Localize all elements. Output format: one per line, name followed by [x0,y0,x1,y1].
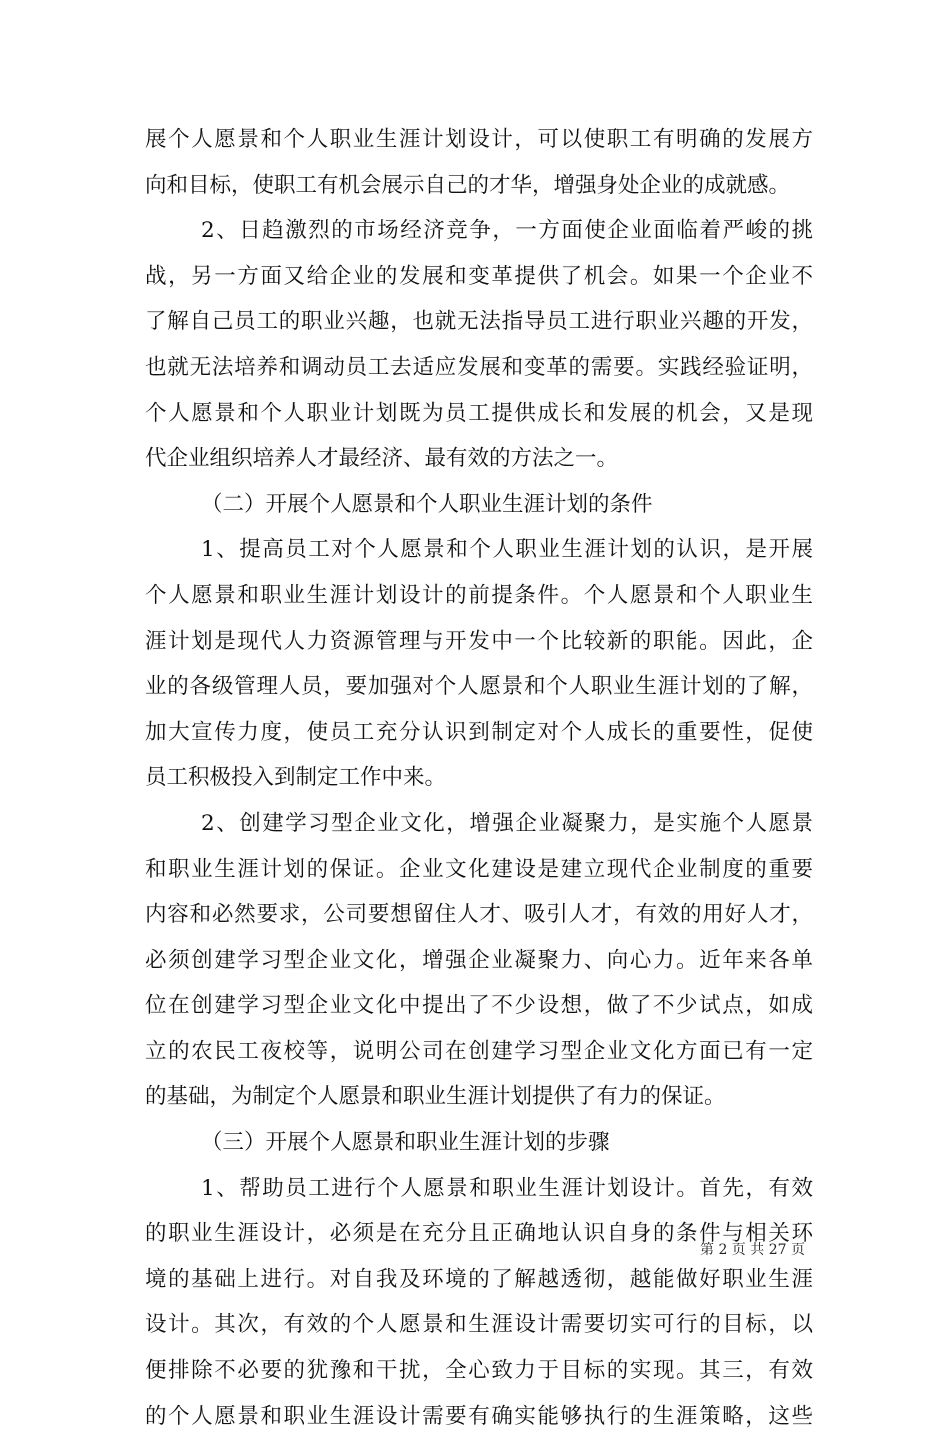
text-line: 立的农民工夜校等，说明公司在创建学习型企业文化方面已有一定 [145,1038,813,1064]
text-line: 向和目标，使职工有机会展示自己的才华，增强身处企业的成就感。 [145,172,791,198]
text-line: 展个人愿景和个人职业生涯计划设计，可以使职工有明确的发展方 [145,127,813,152]
text-line: 的个人愿景和职业生涯设计需要有确实能够执行的生涯策略，这些 [145,1403,813,1429]
text-line: 也就无法培养和调动员工去适应发展和变革的需要。实践经验证明， [145,354,813,380]
text-line: 个人愿景和职业生涯计划设计的前提条件。个人愿景和个人职业生 [145,582,813,608]
text-line: 代企业组织培养人才最经济、最有效的方法之一。 [145,446,619,472]
text-line: 的职业生涯设计，必须是在充分且正确地认识自身的条件与相关环 [145,1221,813,1247]
page-number: 第 2 页 共 27 页 [700,1242,805,1258]
text-line: 的基础，为制定个人愿景和职业生涯计划提供了有力的保证。 [145,1084,726,1110]
text-line: 加大宣传力度，使员工充分认识到制定对个人成长的重要性，促使 [145,719,813,745]
text-line: 2、日趋激烈的市场经济竞争，一方面使企业面临着严峻的挑 [201,218,813,244]
text-line: 员工积极投入到制定工作中来。 [145,765,447,791]
text-line: 1、帮助员工进行个人愿景和职业生涯计划设计。首先，有效 [201,1175,813,1201]
text-line: 位在创建学习型企业文化中提出了不少设想，做了不少试点，如成 [145,993,813,1019]
text-line: 了解自己员工的职业兴趣，也就无法指导员工进行职业兴趣的开发， [145,309,813,335]
section-heading: （三）开展个人愿景和职业生涯计划的步骤 [201,1130,610,1156]
text-line: 境的基础上进行。对自我及环境的了解越透彻，越能做好职业生涯 [145,1266,813,1292]
text-line: 必须创建学习型企业文化，增强企业凝聚力、向心力。近年来各单 [145,947,813,973]
text-line: 1、提高员工对个人愿景和个人职业生涯计划的认识，是开展 [201,537,813,563]
text-line: 个人愿景和个人职业计划既为员工提供成长和发展的机会，又是现 [145,400,813,426]
text-line: 业的各级管理人员，要加强对个人愿景和个人职业生涯计划的了解， [145,674,813,700]
text-line: 便排除不必要的犹豫和干扰，全心致力于目标的实现。其三，有效 [145,1358,813,1384]
text-line: 内容和必然要求，公司要想留住人才、吸引人才，有效的用好人才， [145,902,813,928]
text-line: 设计。其次，有效的个人愿景和生涯设计需要切实可行的目标，以 [145,1312,813,1338]
text-line: 2、创建学习型企业文化，增强企业凝聚力，是实施个人愿景 [201,810,813,836]
text-line: 战，另一方面又给企业的发展和变革提供了机会。如果一个企业不 [145,263,813,289]
text-line: 和职业生涯计划的保证。企业文化建设是建立现代企业制度的重要 [145,856,813,882]
section-heading: （二）开展个人愿景和个人职业生涯计划的条件 [201,491,653,517]
text-line: 涯计划是现代人力资源管理与开发中一个比较新的职能。因此，企 [145,628,813,654]
